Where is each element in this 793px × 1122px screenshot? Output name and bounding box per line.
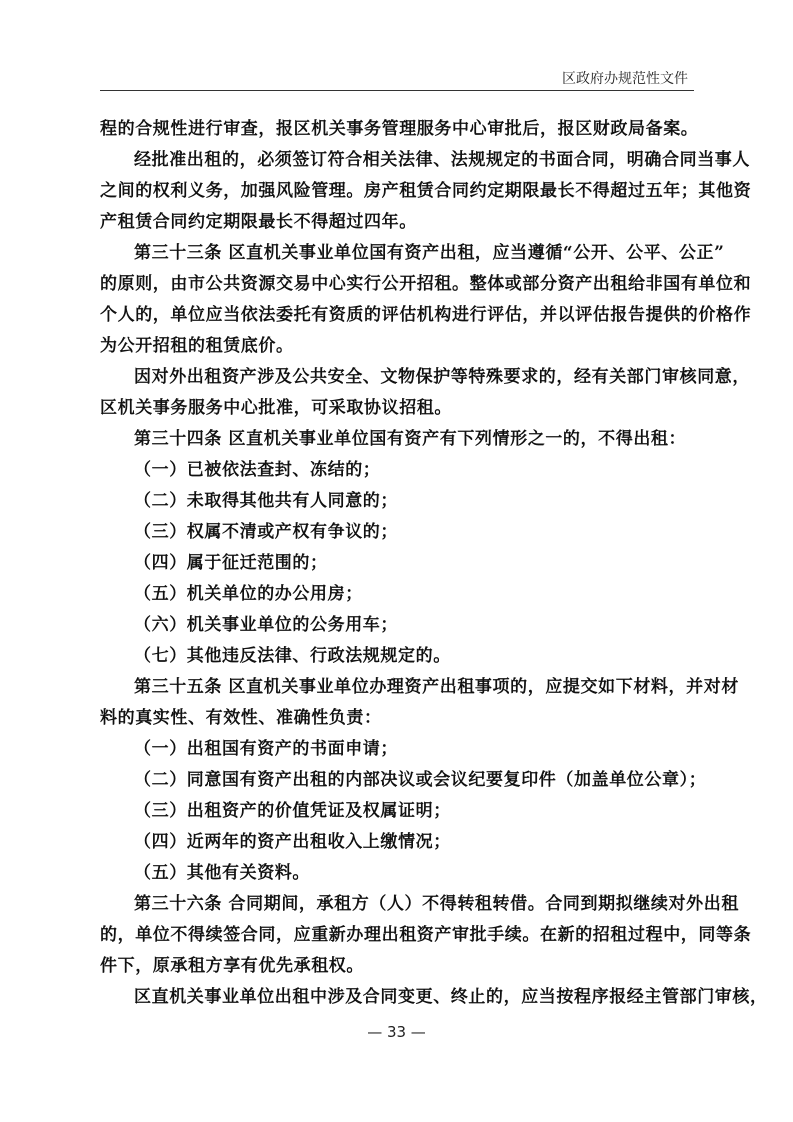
text-line: （六）机关事业单位的公务用车； bbox=[134, 615, 398, 635]
text-line: 区机关事务服务中心批准，可采取协议招租。 bbox=[100, 398, 452, 418]
text-line: 件下，原承租方享有优先承租权。 bbox=[100, 956, 364, 976]
text-line: （二）同意国有资产出租的内部决议或会议纪要复印件（加盖单位公章）； bbox=[134, 770, 707, 790]
header-title: 区政府办规范性文件 bbox=[562, 71, 688, 87]
text-line: （四）近两年的资产出租收入上缴情况； bbox=[134, 832, 451, 852]
text-line: （四）属于征迁范围的； bbox=[134, 553, 328, 573]
text-line: 产租赁合同约定期限最长不得超过四年。 bbox=[100, 212, 417, 232]
document-body bbox=[100, 114, 768, 1013]
text-line: 个人的，单位应当依法委托有资质的评估机构进行评估，并以评估报告提供的价格作 bbox=[100, 305, 752, 325]
text-line: 第三十五条 区直机关事业单位办理资产出租事项的，应提交如下材料，并对材 bbox=[134, 677, 739, 697]
text-line: 第三十四条 区直机关事业单位国有资产有下列情形之一的，不得出租： bbox=[134, 429, 687, 449]
text-line: （一）已被依法查封、冻结的； bbox=[134, 460, 381, 480]
text-line: （七）其他违反法律、行政法规规定的。 bbox=[134, 646, 451, 666]
text-line: 程的合规性进行审查，报区机关事务管理服务中心审批后，报区财政局备案。 bbox=[100, 119, 699, 139]
text-line: 为公开招租的租赁底价。 bbox=[100, 336, 294, 356]
text-line: 第三十三条 区直机关事业单位国有资产出租，应当遵循“公开、公平、公正” bbox=[134, 243, 725, 263]
text-line: 第三十六条 合同期间，承租方（人）不得转租转借。合同到期拟继续对外出租 bbox=[134, 894, 739, 914]
page-header bbox=[100, 66, 694, 91]
text-line: 经批准出租的，必须签订符合相关法律、法规规定的书面合同，明确合同当事人 bbox=[134, 150, 750, 170]
text-line: 的，单位不得续签合同，应重新办理出租资产审批手续。在新的招租过程中，同等条 bbox=[100, 925, 752, 945]
text-line: 之间的权利义务，加强风险管理。房产租赁合同约定期限最长不得超过五年；其他资 bbox=[100, 181, 752, 201]
text-line: （五）机关单位的办公用房； bbox=[134, 584, 363, 604]
text-line: （二）未取得其他共有人同意的； bbox=[134, 491, 398, 511]
text-line: 区直机关事业单位出租中涉及合同变更、终止的，应当按程序报经主管部门审核， bbox=[134, 987, 768, 1007]
text-line: 料的真实性、有效性、准确性负责： bbox=[100, 708, 382, 728]
text-line: （三）权属不清或产权有争议的； bbox=[134, 522, 398, 542]
text-line: 的原则，由市公共资源交易中心实行公开招租。整体或部分资产出租给非国有单位和 bbox=[100, 274, 752, 294]
page-number: — 33 — bbox=[367, 1023, 426, 1041]
text-line: （一）出租国有资产的书面申请； bbox=[134, 739, 398, 759]
text-line: 因对外出租资产涉及公共安全、文物保护等特殊要求的，经有关部门审核同意， bbox=[134, 367, 750, 387]
text-line: （五）其他有关资料。 bbox=[134, 863, 310, 883]
text-line: （三）出租资产的价值凭证及权属证明； bbox=[134, 801, 451, 821]
